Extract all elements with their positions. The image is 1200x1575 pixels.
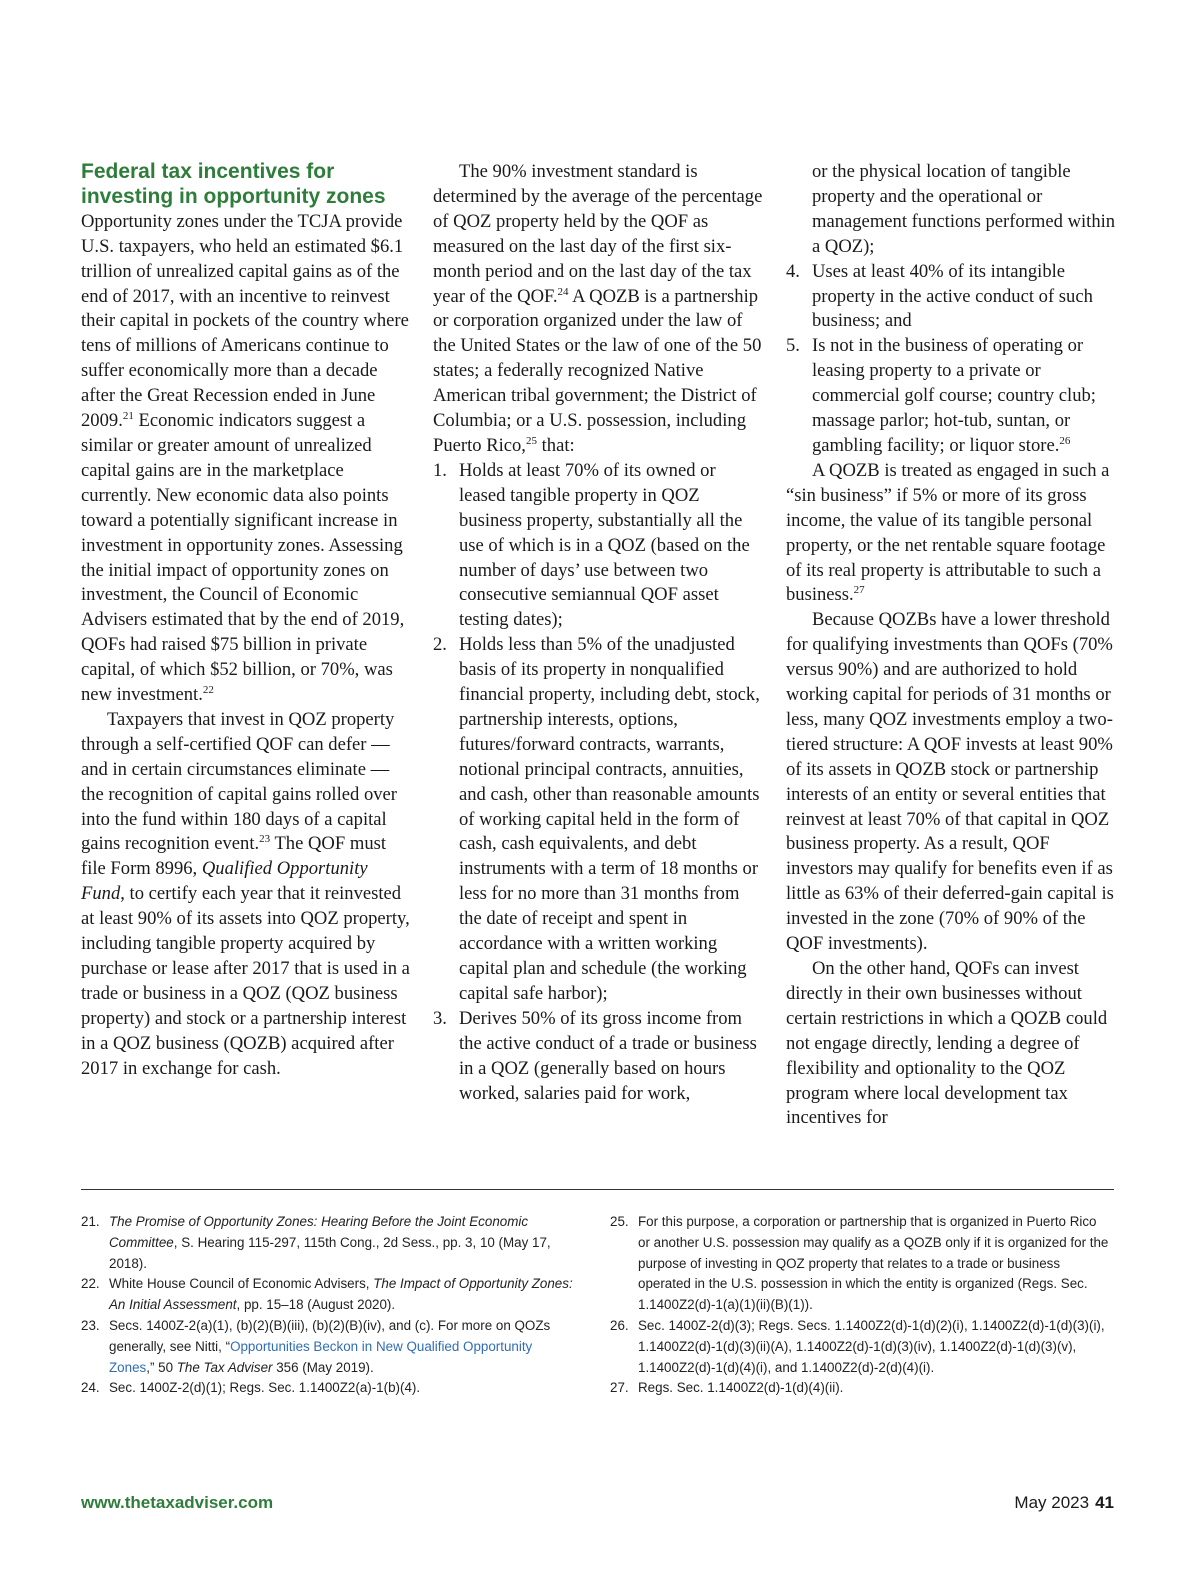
footnote-number: 26. (610, 1317, 629, 1333)
list-item (433, 1007, 763, 1107)
list-item-text: Holds less than 5% of the unadjusted basis of its property in nonqualified financial property, including debt, stock, partnership interests, options, futures/forward contracts, warrants, notional principal contracts, annuities, and cash, other than reasonable amounts of working capital held in the form of cash, cash equivalents, and debt instruments with a term of 18 months or less for no more than 31 months from the date of receipt and spent in accordance with a written working capital plan and schedule (the working capital safe harbor); (459, 634, 760, 1004)
paragraph-text: that: (536, 434, 575, 456)
footnotes-left (81, 1212, 581, 1399)
paragraph-text: A QOZB is treated as engaged in such a “sin business” if 5% or more of its gross income, the value of its tangible personal property, or the net rentable square footage of its real property is attributable to such a business. (786, 459, 1110, 606)
footnote-23 (81, 1316, 581, 1378)
paragraph (81, 708, 411, 1082)
footnote-25 (610, 1212, 1110, 1316)
footnote-ref[interactable]: 24 (557, 285, 569, 298)
footnote-title: The Promise of Opportunity Zones: Hearing Before the Joint Economic Committee (109, 1214, 529, 1250)
issue-date: May 2023 (1014, 1493, 1090, 1512)
footnote-text: White House Council of Economic Advisers, (109, 1276, 374, 1292)
footnote-text: , S. Hearing 115-297, 115th Cong., 2d Sess., pp. 3, 10 (May 17, 2018). (109, 1234, 551, 1271)
footnote-ref[interactable]: 23 (259, 833, 271, 846)
footnote-number: 24. (81, 1380, 100, 1396)
paragraph (81, 210, 411, 708)
footnote-text: Sec. 1400Z-2(d)(1); Regs. Sec. 1.1400Z2(a)-1(b)(4). (109, 1380, 421, 1396)
footnote-24 (81, 1378, 581, 1399)
footnote-text: 356 (May 2019). (272, 1359, 374, 1375)
page-number: 41 (1095, 1493, 1114, 1512)
form-title: Qualified Opportunity Fund (81, 858, 368, 905)
list-number: 3. (433, 1007, 447, 1029)
footnote-divider (81, 1189, 1114, 1190)
journal-title: The Tax Adviser (176, 1359, 273, 1375)
criteria-list-continued (786, 260, 1116, 459)
footnote-text: Secs. 1400Z-2(a)(1), (b)(2)(B)(iii), (b)(2)(B)(iv), and (c). For more on QOZs generally, see Nitti, “ (109, 1317, 551, 1354)
footnote-number: 25. (610, 1214, 629, 1229)
footnote-ref[interactable]: 26 (1059, 434, 1071, 447)
list-item-text: Holds at least 70% of its owned or leased tangible property in QOZ business property, substantially all the use of which is in a QOZ (based on the number of days’ use between two consecutive semiannual QOF asset testing dates); (459, 459, 750, 631)
list-item (433, 459, 763, 633)
footnote-number: 23. (81, 1317, 100, 1333)
list-item-continuation: or the physical location of tangible property and the operational or management functions performed within a QOZ); (812, 161, 1116, 257)
footnote-27 (610, 1378, 1110, 1399)
list-item (786, 334, 1116, 459)
paragraph (433, 160, 763, 459)
footnote-ref[interactable]: 25 (525, 434, 537, 447)
paragraph-text: A QOZB is a partnership or corporation organized under the law of the United States or the law of one of the 50 states; a federally recognized Native American tribal government; the District of Columbia; or a U.S. possession, including Puerto Rico, (433, 285, 762, 456)
footnote-number: 27. (610, 1380, 629, 1396)
paragraph: Because QOZBs have a lower threshold for qualifying investments than QOFs (70% versus 90%) and are authorized to hold working capital for periods of 31 months or less, many QOZ investments employ a two-tiered structure: A QOF invests at least 90% of its assets in QOZB stock or partnership interests of an entity or several entities that reinvest at least 70% of that capital in QOZ business property. As a result, QOF investors may qualify for benefits even if as little as 63% of their deferred-gain capital is invested in the zone (70% of 90% of the QOF investments). (786, 609, 1114, 955)
footnote-22 (81, 1274, 581, 1316)
list-item (786, 260, 1116, 335)
footnote-text: ,” 50 (146, 1359, 177, 1375)
footnote-text: Sec. 1400Z-2(d)(3); Regs. Secs. 1.1400Z2(d)-1(d)(2)(i), 1.1400Z2(d)-1(d)(3)(i), 1.1400Z2(d)-1(d)(3)(ii)(A), 1.1400Z2(d)-1(d)(3)(iv), 1.1400Z2(d)-1(d)(3)(v), 1.1400Z2(d)-1(d)(4)(i), and 1.1400Z2(d)-2(d)(4)(i). (638, 1317, 1105, 1375)
footer-website-link[interactable]: www.thetaxadviser.com (81, 1493, 274, 1512)
footnote-text: Regs. Sec. 1.1400Z2(d)-1(d)(4)(ii). (638, 1380, 844, 1396)
list-item-text: Is not in the business of operating or leasing property to a private or commercial golf course; country club; massage parlor; hot-tub, suntan, or gambling facility; or liquor store. (812, 335, 1096, 456)
article-column-2 (433, 160, 763, 1106)
footnote-number: 22. (81, 1276, 100, 1292)
paragraph-text: Economic indicators suggest a similar or greater amount of unrealized capital gains are in the marketplace currently. New economic data also points toward a potentially significant increase in investment in opportunity zones. Assessing the initial impact of opportunity zones on investment, the Council of Economic Advisers estimated that by the end of 2019, QOFs had raised $75 billion in private capital, of which $52 billion, or 70%, was new investment. (81, 410, 405, 706)
list-item-text: Uses at least 40% of its intangible property in the active conduct of such business; and (812, 260, 1093, 332)
list-number: 4. (786, 260, 800, 282)
paragraph-text: Taxpayers that invest in QOZ property through a self-certified QOF can defer — and in certain circumstances eliminate — the recognition of capital gains rolled over into the fund within 180 days of a capital gains recognition event. (81, 708, 397, 855)
list-item (433, 633, 763, 1007)
footnote-title: The Impact of Opportunity Zones: An Initial Assessment (109, 1276, 573, 1313)
list-number: 2. (433, 634, 447, 656)
paragraph: On the other hand, QOFs can invest directly in their own businesses without certain restrictions in which a QOZB could not engage directly, lending a degree of flexibility and optionality to the QOZ program where local development tax incentives for (786, 958, 1108, 1129)
section-heading: Federal tax incentives for investing in opportunity zones (81, 160, 386, 208)
footnote-21 (81, 1212, 581, 1274)
footnote-text: , pp. 15–18 (August 2020). (236, 1297, 396, 1313)
paragraph-text: The QOF must file Form 8996, (81, 833, 387, 880)
article-column-1 (81, 160, 411, 1082)
list-number: 1. (433, 459, 447, 481)
paragraph-text: , to certify each year that it reinvested at least 90% of its assets into QOZ property, including tangible property acquired by purchase or lease after 2017 that is used in a trade or business in a QOZ (QOZ business property) and stock or a partnership interest in a QOZ business (QOZB) acquired after 2017 in exchange for cash. (81, 883, 410, 1079)
paragraph-text: Opportunity zones under the TCJA provide U.S. taxpayers, who held an estimated $6.1 trillion of unrealized capital gains as of the end of 2017, with an incentive to reinvest their capital in pockets of the country where tens of millions of Americans continue to suffer economically more than a decade after the Great Recession ended in June 2009. (81, 210, 409, 432)
paragraph (786, 459, 1116, 608)
footnotes-right (610, 1212, 1110, 1399)
list-number: 5. (786, 335, 800, 357)
footnote-ref[interactable]: 22 (202, 684, 214, 697)
footnote-number: 21. (81, 1214, 100, 1229)
footnote-ref[interactable]: 27 (853, 584, 865, 597)
footer-issue-page (1014, 1493, 1114, 1513)
list-item-text: Derives 50% of its gross income from the active conduct of a trade or business in a QOZ (generally based on hours worked, salaries paid for work, (459, 1007, 757, 1104)
article-link[interactable]: Opportunities Beckon in New Qualified Opportunity Zones (109, 1338, 533, 1375)
footnote-ref[interactable]: 21 (122, 410, 134, 423)
article-column-3 (786, 160, 1116, 1131)
footnote-26 (610, 1316, 1110, 1378)
criteria-list (433, 459, 763, 1107)
footnote-text: For this purpose, a corporation or partnership that is organized in Puerto Rico or another U.S. possession may qualify as a QOZB only if it is organized for the purpose of investing in QOZ property that relates to a trade or business operated in the U.S. possession in which the entity is organized (Regs. Sec. 1.1400Z2(d)-1(a)(1)(ii)(B)(1)). (638, 1214, 1109, 1313)
paragraph-text: The 90% investment standard is determined by the average of the percentage of QOZ property held by the QOF as measured on the last day of the first six-month period and on the last day of the tax year of the QOF. (433, 161, 763, 307)
